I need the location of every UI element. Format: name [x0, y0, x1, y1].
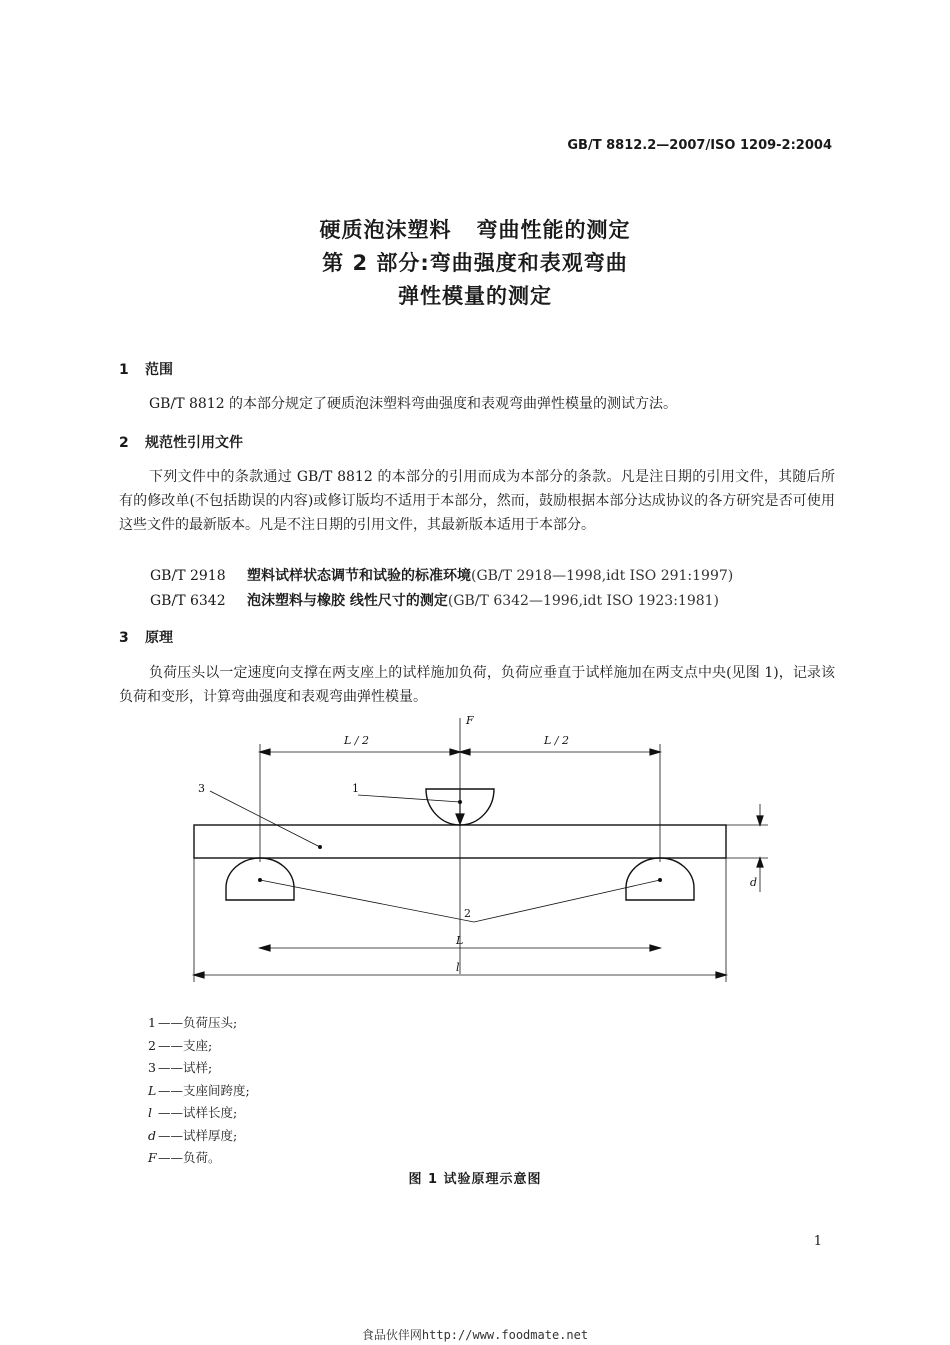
figure-1: [180, 712, 780, 996]
section-2-text: 下列文件中的条款通过 GB/T 8812 的本部分的引用而成为本部分的条款。凡是注日期的引用文件，其随后所有的修改单(不包括勘误的内容)或修订版均不适用于本部分，然而，鼓励根据本部分达成协议的各方研究是否可使用这些文件的最新版本。凡是不注日期的引用文件，其最新版本适用于本部分。: [119, 469, 835, 533]
legend-item: L ——支座间跨度;: [148, 1082, 250, 1098]
label-l: l: [456, 961, 460, 974]
legend-item: 2 ——支座;: [148, 1037, 213, 1053]
legend-item: F——负荷。: [148, 1150, 221, 1165]
arrow-head: [757, 858, 763, 867]
section-1-heading: [119, 359, 173, 379]
standard-code: GB/T 8812.2—2007/ISO 1209-2:2004: [567, 138, 832, 153]
reference-line: [150, 590, 719, 610]
arrow-head: [194, 972, 204, 978]
arrow-head: [757, 816, 763, 825]
label-half-span-right: L / 2: [544, 734, 570, 747]
reference-title: 泡沫塑料与橡胶 线性尺寸的测定: [247, 593, 448, 609]
section-number: 3: [119, 630, 129, 646]
reference-line: [150, 565, 733, 585]
section-title: 规范性引用文件: [145, 435, 243, 451]
title-line-3: 弹性模量的测定: [398, 284, 552, 308]
reference-source: (GB/T 2918—1998,idt ISO 291:1997): [471, 568, 734, 584]
arrow-head: [650, 749, 660, 755]
legend-item: 1 ——负荷压头;: [148, 1015, 238, 1030]
arrow-head: [716, 972, 726, 978]
arrow-head: [260, 749, 270, 755]
section-3-text: 负荷压头以一定速度向支撑在两支座上的试样施加负荷，负荷应垂直于试样施加在两支点中央(见图 1)，记录该负荷和变形，计算弯曲强度和表观弯曲弹性模量。: [119, 665, 835, 705]
title-line-1: 硬质泡沫塑料 弯曲性能的测定: [319, 218, 631, 242]
label-L: L: [456, 934, 464, 947]
label-2: 2: [464, 907, 471, 920]
section-title: 原理: [145, 630, 173, 646]
reference-code: GB/T 6342: [150, 593, 226, 609]
label-d: d: [750, 876, 758, 889]
section-title: 范围: [145, 362, 173, 378]
section-3-heading: [119, 627, 173, 647]
label-1: 1: [352, 782, 359, 795]
leader-line-3: [210, 791, 320, 847]
reference-code: GB/T 2918: [150, 568, 226, 584]
legend-item: l ——试样长度;: [148, 1105, 238, 1120]
leader-line-1: [358, 795, 460, 802]
title-line-2: 第 2 部分:弯曲强度和表观弯曲: [322, 251, 628, 275]
load-arrow-head: [456, 814, 464, 824]
label-3: 3: [198, 782, 205, 795]
legend-item: 3 ——试样;: [148, 1060, 213, 1075]
arrow-head: [650, 945, 660, 951]
arrow-head: [260, 945, 270, 951]
section-number: 1: [119, 362, 129, 378]
arrow-head: [460, 749, 470, 755]
document-title: [0, 214, 950, 313]
page-number: 1: [813, 1234, 822, 1249]
label-F: F: [466, 714, 474, 727]
section-2-heading: [119, 432, 243, 452]
label-half-span-left: L / 2: [344, 734, 370, 747]
figure-legend: [148, 1012, 250, 1170]
footer-watermark: 食品伙伴网http://www.foodmate.net: [361, 1328, 589, 1342]
reference-source: (GB/T 6342—1996,idt ISO 1923:1981): [447, 593, 720, 609]
section-number: 2: [119, 435, 129, 451]
test-principle-diagram: [180, 712, 780, 992]
reference-title: 塑料试样状态调节和试验的标准环境: [247, 568, 471, 584]
section-1-text: GB/T 8812 的本部分规定了硬质泡沫塑料弯曲强度和表观弯曲弹性模量的测试方法。: [149, 396, 678, 412]
figure-caption: 图 1 试验原理示意图: [408, 1172, 542, 1187]
legend-item: d ——试样厚度;: [148, 1127, 238, 1143]
specimen-marker: [318, 845, 322, 849]
